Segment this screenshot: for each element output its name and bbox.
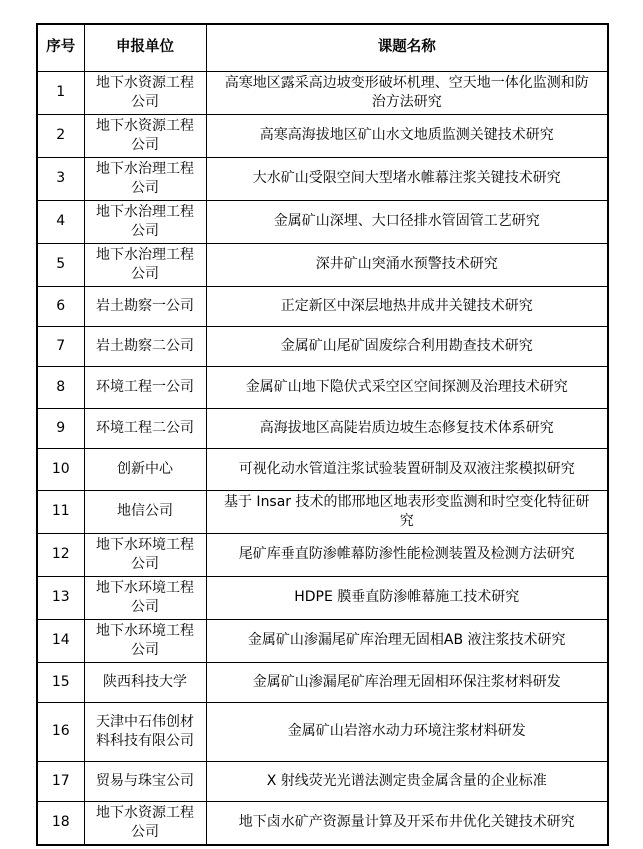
row-serial-number: 6 [37,286,84,326]
table-row [37,366,608,408]
row-serial-number: 7 [37,326,84,366]
row-project-title: 金属矿山渗漏尾矿库治理无固相AB 液注浆技术研究 [206,619,608,662]
table-row [37,576,608,619]
table-row [37,243,608,286]
header-applicant-unit: 申报单位 [84,24,206,71]
row-applicant-unit: 地下水环境工程公司 [84,576,206,619]
header-project-title: 课题名称 [206,24,608,71]
row-project-title: X 射线荧光光谱法测定贵金属含量的企业标准 [206,761,608,801]
row-applicant-unit: 地下水治理工程公司 [84,200,206,243]
row-applicant-unit: 环境工程二公司 [84,408,206,448]
row-applicant-unit: 地信公司 [84,490,206,533]
row-serial-number: 8 [37,366,84,408]
row-applicant-unit: 地下水治理工程公司 [84,157,206,200]
row-serial-number: 17 [37,761,84,801]
row-applicant-unit: 环境工程一公司 [84,366,206,408]
row-project-title: 高寒高海拔地区矿山水文地质监测关键技术研究 [206,114,608,157]
row-serial-number: 11 [37,490,84,533]
row-serial-number: 10 [37,448,84,490]
row-applicant-unit: 地下水资源工程公司 [84,71,206,114]
row-applicant-unit: 地下水资源工程公司 [84,114,206,157]
row-project-title: 高海拔地区高陡岩质边坡生态修复技术体系研究 [206,408,608,448]
row-project-title: 大水矿山受限空间大型堵水帷幕注浆关键技术研究 [206,157,608,200]
row-applicant-unit: 地下水治理工程公司 [84,243,206,286]
row-applicant-unit: 创新中心 [84,448,206,490]
row-serial-number: 18 [37,801,84,845]
row-serial-number: 4 [37,200,84,243]
row-project-title: 金属矿山渗漏尾矿库治理无固相环保注浆材料研发 [206,662,608,702]
row-serial-number: 16 [37,702,84,761]
row-project-title: 金属矿山尾矿固废综合利用勘查技术研究 [206,326,608,366]
table-body [37,71,608,845]
row-project-title: 高寒地区露采高边坡变形破坏机理、空天地一体化监测和防治方法研究 [206,71,608,114]
table-row [37,71,608,114]
row-applicant-unit: 地下水资源工程公司 [84,801,206,845]
row-serial-number: 2 [37,114,84,157]
table-row [37,200,608,243]
row-project-title: 正定新区中深层地热井成井关键技术研究 [206,286,608,326]
table-row [37,490,608,533]
row-applicant-unit: 陕西科技大学 [84,662,206,702]
table-row [37,286,608,326]
table-row [37,662,608,702]
table-row [37,761,608,801]
row-project-title: 金属矿山地下隐伏式采空区空间探测及治理技术研究 [206,366,608,408]
row-project-title: 地下卤水矿产资源量计算及开采布井优化关键技术研究 [206,801,608,845]
row-applicant-unit: 天津中石伟创材料科技有限公司 [84,702,206,761]
row-applicant-unit: 岩土勘察一公司 [84,286,206,326]
table-row [37,533,608,576]
projects-table [36,23,609,846]
row-serial-number: 3 [37,157,84,200]
row-project-title: 基于 Insar 技术的邯邢地区地表形变监测和时空变化特征研究 [206,490,608,533]
row-serial-number: 9 [37,408,84,448]
row-serial-number: 15 [37,662,84,702]
row-applicant-unit: 地下水环境工程公司 [84,533,206,576]
table-row [37,157,608,200]
row-project-title: 金属矿山深埋、大口径排水管固管工艺研究 [206,200,608,243]
row-serial-number: 1 [37,71,84,114]
row-serial-number: 14 [37,619,84,662]
row-project-title: 尾矿库垂直防渗帷幕防渗性能检测装置及检测方法研究 [206,533,608,576]
table-row [37,801,608,845]
table-header-row [37,24,608,71]
row-applicant-unit: 岩土勘察二公司 [84,326,206,366]
row-applicant-unit: 贸易与珠宝公司 [84,761,206,801]
table-row [37,408,608,448]
row-applicant-unit: 地下水环境工程公司 [84,619,206,662]
row-project-title: 可视化动水管道注浆试验装置研制及双液注浆模拟研究 [206,448,608,490]
row-serial-number: 13 [37,576,84,619]
header-serial-number: 序号 [37,24,84,71]
table-row [37,326,608,366]
row-project-title: HDPE 膜垂直防渗帷幕施工技术研究 [206,576,608,619]
row-serial-number: 5 [37,243,84,286]
table-row [37,114,608,157]
row-project-title: 深井矿山突涌水预警技术研究 [206,243,608,286]
table-row [37,702,608,761]
row-serial-number: 12 [37,533,84,576]
table-row [37,619,608,662]
row-project-title: 金属矿山岩溶水动力环境注浆材料研发 [206,702,608,761]
table-row [37,448,608,490]
